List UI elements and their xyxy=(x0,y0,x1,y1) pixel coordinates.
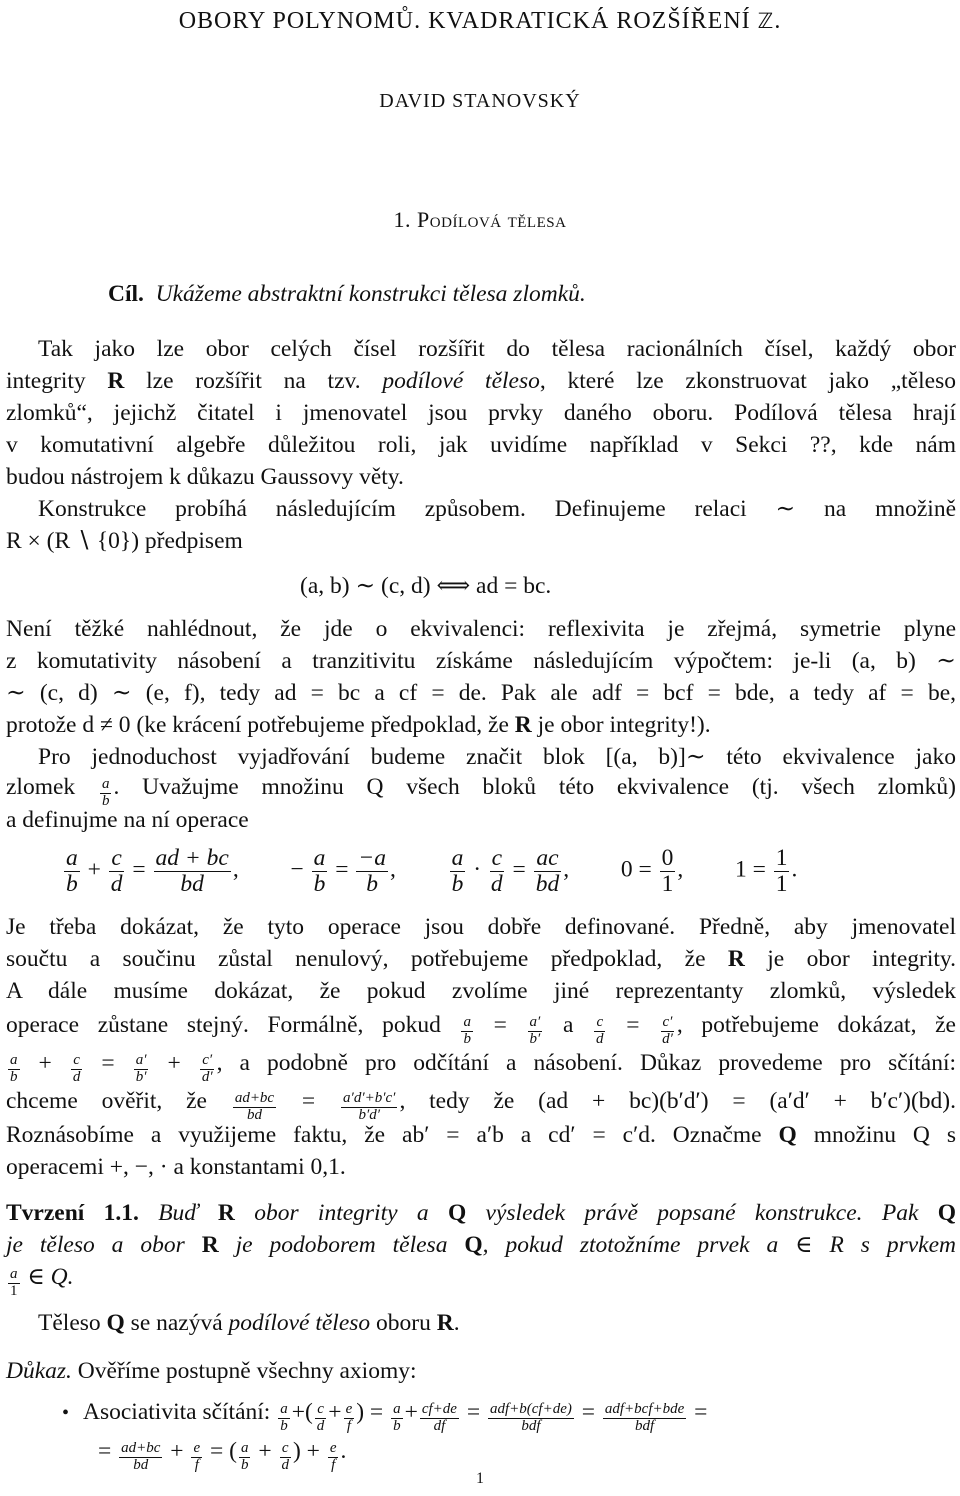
proposition-line-2: je těleso a obor R je podoborem tělesa Q, pokud ztotožníme prvek a ∈ R s prvkem xyxy=(6,1232,957,1258)
p3-line-2: z komutativity násobení a tranzitivitu získáme následujícím výpočtem: je-li (a, b) ∼ xyxy=(6,648,956,674)
p5-line-2: součtu a součinu zůstal nenulový, potřebujeme předpoklad, že R je obor integrity. xyxy=(6,946,956,972)
bullet-associativity: • Asociativita sčítání: $\frac{a}{b}$ +( $\frac{c}{d}$ + $\frac{e}{f}$ ) = $\frac{a}{b}$ + $\frac{cf+de}{df}$ = adf+b(cf+de) bdf = adf+bcf+bde bdf = xyxy=(62,1399,708,1434)
p5-line-5: $\frac{a}{b}$ + $\frac{c}{d}$ = $\frac{a'}{b'}$ + $\frac{c'}{d'}$ , a podobně pro odčítání a násobení. Důkaz provedeme pro sčítání: xyxy=(10,1050,957,1085)
section-heading: 1. Podílová tělesa xyxy=(393,207,567,232)
proof-heading: Důkaz. Ověříme postupně všechny axiomy: xyxy=(6,1358,417,1384)
page-number: 1 xyxy=(476,1470,484,1487)
p1-line-5: budou nástrojem k důkazu Gaussovy věty. xyxy=(6,464,404,490)
p4-line-3: a definujme na ní operace xyxy=(6,807,249,833)
p2-line-1: Konstrukce probíhá následujícím způsobem. Definujeme relaci ∼ na množině xyxy=(38,496,956,522)
bullet-associativity-line-2: = $\frac{ad+bc}{bd}$ + $\frac{e}{f}$ = ( $\frac{a}{b}$ + $\frac{c}{d}$ ) + $\frac{e}{f}$ . xyxy=(98,1438,347,1473)
p5-line-7: Roznásobíme a využijeme faktu, že ab′ = a′b a cd′ = c′d. Označme Q množinu Q s xyxy=(6,1122,956,1148)
p5-line-6: chceme ověřit, že $\frac{ad+bc}{bd}$ = $\frac{a'd'+b'c'}{b'd'}$ , tedy že (ad + bc)(b′d′) = (a′d′ + b′c′)(bd). xyxy=(6,1088,956,1123)
p5-line-4: operace zůstane stejný. Formálně, pokud $\frac{a}{b}$ = $\frac{a'}{b'}$ a $\frac{c}{d}$ = $\frac{c'}{d'}$ , potřebujeme dokázat, že xyxy=(6,1012,956,1047)
p2-line-2: R × (R ∖ {0}) předpisem xyxy=(6,528,243,554)
p5-line-3: A dále musíme dokázat, že pokud zvolíme jiné reprezentanty zlomků, výsledek xyxy=(6,978,956,1004)
p4-line-1: Pro jednoduchost vyjadřování budeme značit blok [(a, b)]∼ této ekvivalence jako xyxy=(38,744,956,770)
paper-title: OBORY POLYNOMŮ. KVADRATICKÁ ROZŠÍŘENÍ ℤ. xyxy=(178,8,782,34)
goal: Cíl. Ukážeme abstraktní konstrukci tělesa zlomků. xyxy=(108,281,586,307)
relation-equation: (a, b) ∼ (c, d) ⟺ ad = bc. xyxy=(300,573,552,599)
p5-line-1: Je třeba dokázat, že tyto operace jsou dobře definované. Předně, aby jmenovatel xyxy=(6,914,956,940)
p1-line-1: Tak jako lze obor celých čísel rozšířit do tělesa racionálních čísel, každý obor xyxy=(38,336,956,362)
p4-line-2: zlomek $\frac{a}{b}$ . Uvažujme množinu Q všech bloků této ekvivalence (tj. všech zlomků) xyxy=(6,774,956,809)
bullet-icon: • xyxy=(62,1402,70,1424)
p1-line-3: zlomků“, jejichž čitatel i jmenovatel jsou prvky daného oboru. Podílová tělesa hrají xyxy=(6,400,956,426)
p3-line-1: Není těžké nahlédnout, že jde o ekvivalenci: reflexivita je zřejmá, symetrie plyne xyxy=(6,616,956,642)
p5-line-8: operacemi +, −, · a konstantami 0,1. xyxy=(6,1154,346,1180)
proposition-line-3: $\frac{a}{1}$ ∈ Q. xyxy=(10,1264,74,1299)
p1-line-2: integrity R lze rozšířit na tzv. podílové těleso, které lze zkonstruovat jako „těleso xyxy=(6,368,957,394)
p3-line-3: ∼ (c, d) ∼ (e, f), tedy ad = bc a cf = de. Pak ale adf = bcf = bde, a tedy af = be, xyxy=(6,680,956,706)
quotient-field-definition: Těleso Q se nazývá podílové těleso oboru R. xyxy=(38,1310,460,1336)
p1-line-4: v komutativní algebře důležitou roli, jak uvidíme například v Sekci ??, kde nám xyxy=(6,432,956,458)
author: DAVID STANOVSKÝ xyxy=(379,90,581,112)
proposition-line-1: Tvrzení 1.1. Buď R obor integrity a Q výsledek právě popsané konstrukce. Pak Q xyxy=(6,1200,956,1226)
p3-line-4: protože d ≠ 0 (ke krácení potřebujeme předpoklad, že R je obor integrity!). xyxy=(6,712,711,738)
operations-display: $\frac{a}{b}$ + $\frac{c}{d}$ = $\frac{ad + bc}{bd}$ , − $\frac{a}{b}$ = $\frac{-a}{b}$ , $\frac{a}{b}$ · $\frac{c}{d}$ = $\frac{ac}{bd}$ , 0 = $\frac{0}{1}$ , 1 = $\frac{1}{1}$ . xyxy=(66,845,798,897)
